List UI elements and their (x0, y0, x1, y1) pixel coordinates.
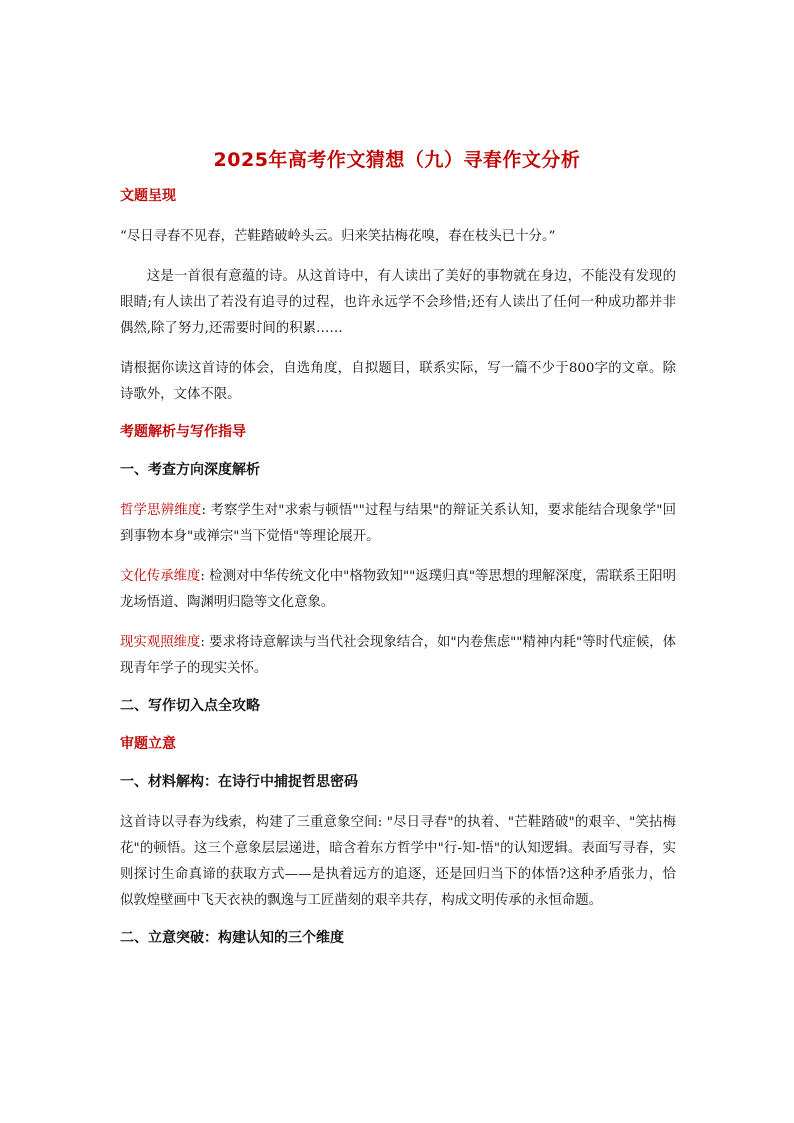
dimension-item (120, 564, 676, 616)
document-body (120, 186, 676, 966)
document-title: 2025年高考作文猜想（九）寻春作文分析 (213, 149, 581, 171)
dimension-label: 文化传承维度 (120, 569, 201, 584)
dimension-label: 现实观照维度 (120, 635, 201, 650)
subheading-material: 一、材料解构：在诗行中捕捉哲思密码 (120, 774, 358, 790)
dimension-item (120, 498, 676, 550)
dimension-text: : 要求将诗意解读与当代社会现象结合，如"内卷焦虑""精神内耗"等时代症候，体现青年学子的现实关怀。 (120, 635, 677, 676)
material-paragraph: 这首诗以寻春为线索，构建了三重意象空间: "尽日寻春"的执着、"芒鞋踏破"的艰辛、"笑拈梅花"的顿悟。这三个意象层层递进，暗含着东方哲学中"行-知-悟"的认知逻辑。表面写寻春，实则探讨生命真谛的获取方式——是执着远方的追逐，还是回归当下的体悟?这种矛盾张力，恰似敦煌壁画中飞天衣袂的飘逸与工匠凿刻的艰辛共存，构成文明传承的永恒命题。 (120, 815, 676, 908)
subheading-entry-points: 二、写作切入点全攻略 (120, 698, 260, 714)
poem-text: “尽日寻春不见春，芒鞋踏破岭头云。归来笑拈梅花嗅，春在枝头已十分。” (120, 229, 556, 244)
dimension-item (120, 630, 676, 682)
section-heading-theme: 审题立意 (120, 736, 176, 752)
dimension-text: : 考察学生对"求索与顿悟""过程与结果"的辩证关系认知，要求能结合现象学"回到事物本身"或禅宗"当下觉悟"等理论展开。 (120, 503, 677, 544)
section-heading-topic: 文题呈现 (120, 188, 176, 204)
subheading-direction: 一、考查方向深度解析 (120, 462, 260, 478)
intro-paragraph: 这是一首很有意蕴的诗。从这首诗中，有人读出了美好的事物就在身边，不能没有发现的眼睛;有人读出了若没有追寻的过程，也许永远学不会珍惜;还有人读出了任何一种成功都并非偶然,除了努力,还需要时间的积累…… (120, 269, 676, 336)
dimension-label: 哲学思辨维度 (120, 503, 202, 518)
section-heading-analysis: 考题解析与写作指导 (120, 424, 246, 440)
dimension-text: : 检测对中华传统文化中"格物致知""返璞归真"等思想的理解深度，需联系王阳明龙场悟道、陶渊明归隐等文化意象。 (120, 569, 677, 610)
prompt-paragraph: 请根据你读这首诗的体会，自选角度，自拟题目，联系实际，写一篇不少于800字的文章。除诗歌外，文体不限。 (120, 361, 676, 402)
subheading-breakthrough: 二、立意突破：构建认知的三个维度 (120, 930, 344, 946)
